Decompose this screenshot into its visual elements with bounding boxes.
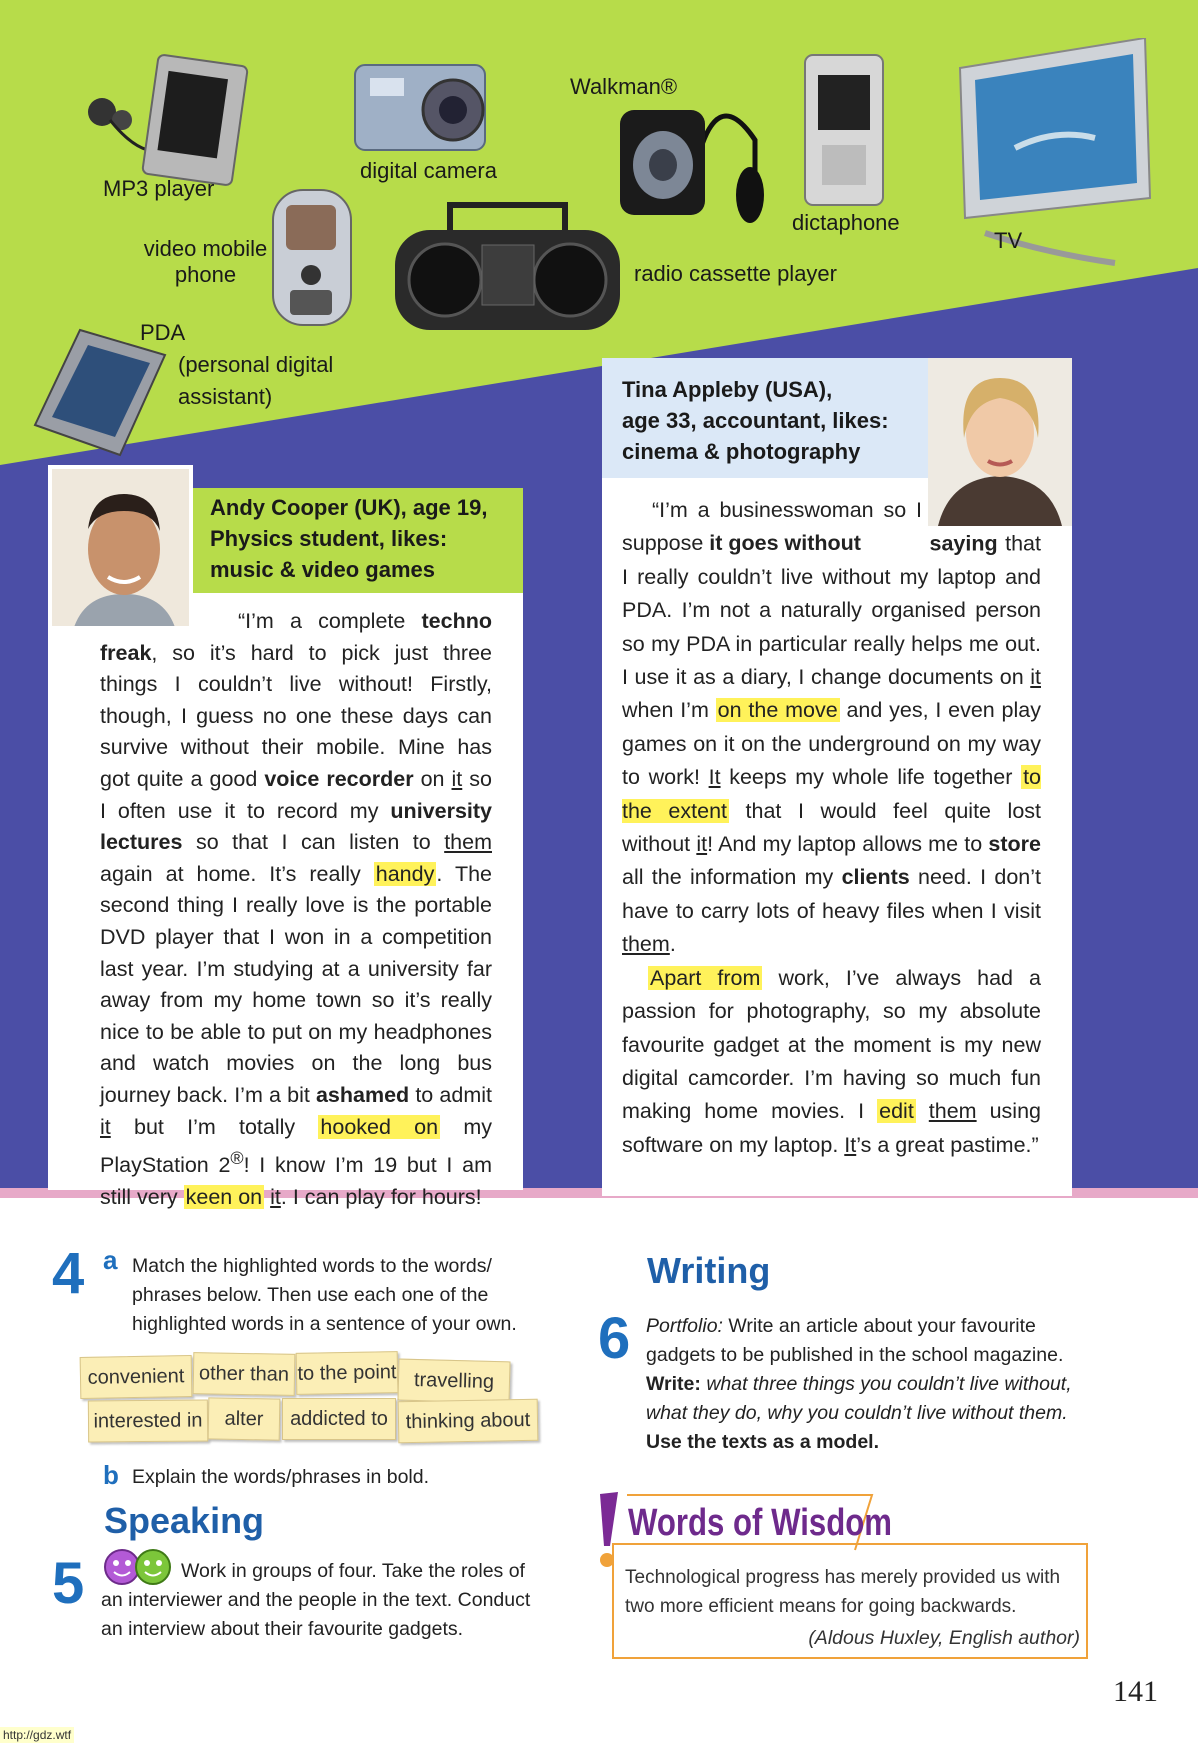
mobile-phone-image: [268, 185, 358, 330]
camera-image: [350, 60, 490, 155]
task6-text: Portfolio: Write an article about your favourite gadgets to be published in the school magazine. Write: what three things you couldn’t live without, what they do, why you couldn’t live without them. Use the texts as a model.: [646, 1315, 1072, 1453]
wisdom-author: (Aldous Huxley, English author): [808, 1627, 1080, 1649]
tv-label: TV: [994, 228, 1023, 253]
task4-b-letter: b: [103, 1460, 119, 1490]
page-number: 141: [1113, 1675, 1158, 1708]
dictaphone-label: dictaphone: [792, 210, 900, 235]
tina-header-line: age 33, accountant, likes:: [622, 407, 889, 433]
task5-text: Work in groups of four. Take the roles of an interviewer and the people in the text. Conduct an interview about their favourite gadgets.: [101, 1560, 531, 1640]
tina-text: “I’m a businesswoman so I suppose it goes without saying that I really couldn’t live without my laptop and PDA. I’m not a naturally organised person so my PDA in particular really helps me out. I use it as a diary, I change documents on it when I’m on the move and yes, I even play games on it on the underground on my way to work! It keeps my whole life together to the extent that I would feel quite lost without it! And my laptop allows me to store all the information my clients need. I don’t have to carry lots of heavy files when I visit them. Apart from work, I’ve always had a passion for photography, so my absolute favourite gadget at the moment is my new digital camcorder. I’m having so much fun making home movies. I edit them using software on my laptop. It’s a great pastime.”: [622, 498, 1042, 1157]
radio-cassette-image: [390, 195, 625, 335]
task4-number: 4: [52, 1241, 85, 1306]
tina-header-line: cinema & photography: [622, 438, 861, 464]
tile-to-the-point: to the point: [296, 1351, 399, 1395]
wisdom-quote: Technological progress has merely provided us with two more efficient means for going backwards.: [625, 1567, 1061, 1617]
writing-heading: Writing: [647, 1250, 771, 1291]
speaking-heading: Speaking: [104, 1500, 265, 1541]
pda-full-label: (personal digital assistant): [178, 352, 334, 409]
watermark: http://gdz.wtf: [0, 1727, 74, 1743]
task5-number: 5: [52, 1551, 85, 1616]
tile-alter: alter: [208, 1397, 281, 1440]
tile-thinking-about: thinking about: [398, 1399, 539, 1443]
andy-text: “I’m a complete techno freak, so it’s hard to pick just three things I couldn’t live without! Firstly, though, I guess no one these days can survive without their mobile. Mine has got quite a good voice recorder on it so I often use it to record my university lectures so that I can listen to them again at home. It’s really handy. The second thing I really love is the portable DVD player that I won in a competition last year. I’m studying at a university far away from my home town so it’s really nice to be able to put on my headphones and watch movies on the long bus journey back. I’m a bit ashamed to admit it but I’m totally hooked on my PlayStation 2®! I know I’m 19 but I am still very keen on it. I can play for hours!: [100, 609, 492, 1209]
mobile-label: video mobile phone: [143, 236, 268, 288]
pda-label: PDA: [140, 320, 186, 345]
task4-a-text: Match the highlighted words to the words/ phrases below. Then use each one of the highlighted words in a sentence of your own.: [132, 1255, 517, 1335]
tile-other-than: other than: [193, 1352, 296, 1396]
radio-label: radio cassette player: [634, 261, 837, 286]
mp3-player-image: [80, 50, 255, 190]
camera-label: digital camera: [360, 158, 497, 183]
tile-convenient: convenient: [80, 1355, 193, 1399]
task4-b-text: Explain the words/phrases in bold.: [132, 1466, 430, 1488]
tv-image: [945, 38, 1155, 268]
andy-header-line: Andy Cooper (UK), age 19,: [210, 495, 488, 520]
dictaphone-image: [800, 50, 890, 210]
andy-header-line: music & video games: [210, 556, 435, 582]
tile-travelling: travelling: [397, 1359, 510, 1404]
tina-header: [622, 375, 922, 467]
tina-header-line: Tina Appleby (USA),: [622, 377, 833, 402]
wisdom-title: Words of Wisdom: [628, 1502, 893, 1544]
tile-interested-in: interested in: [88, 1399, 208, 1442]
walkman-label: Walkman®: [570, 74, 678, 99]
task4-a-letter: a: [103, 1245, 118, 1275]
walkman-image: [615, 80, 765, 230]
mp3-label: MP3 player: [103, 176, 215, 201]
task6-number: 6: [598, 1306, 631, 1371]
tile-addicted-to: addicted to: [282, 1398, 396, 1440]
andy-header-line: Physics student, likes:: [210, 525, 448, 551]
andy-header: [210, 493, 520, 585]
